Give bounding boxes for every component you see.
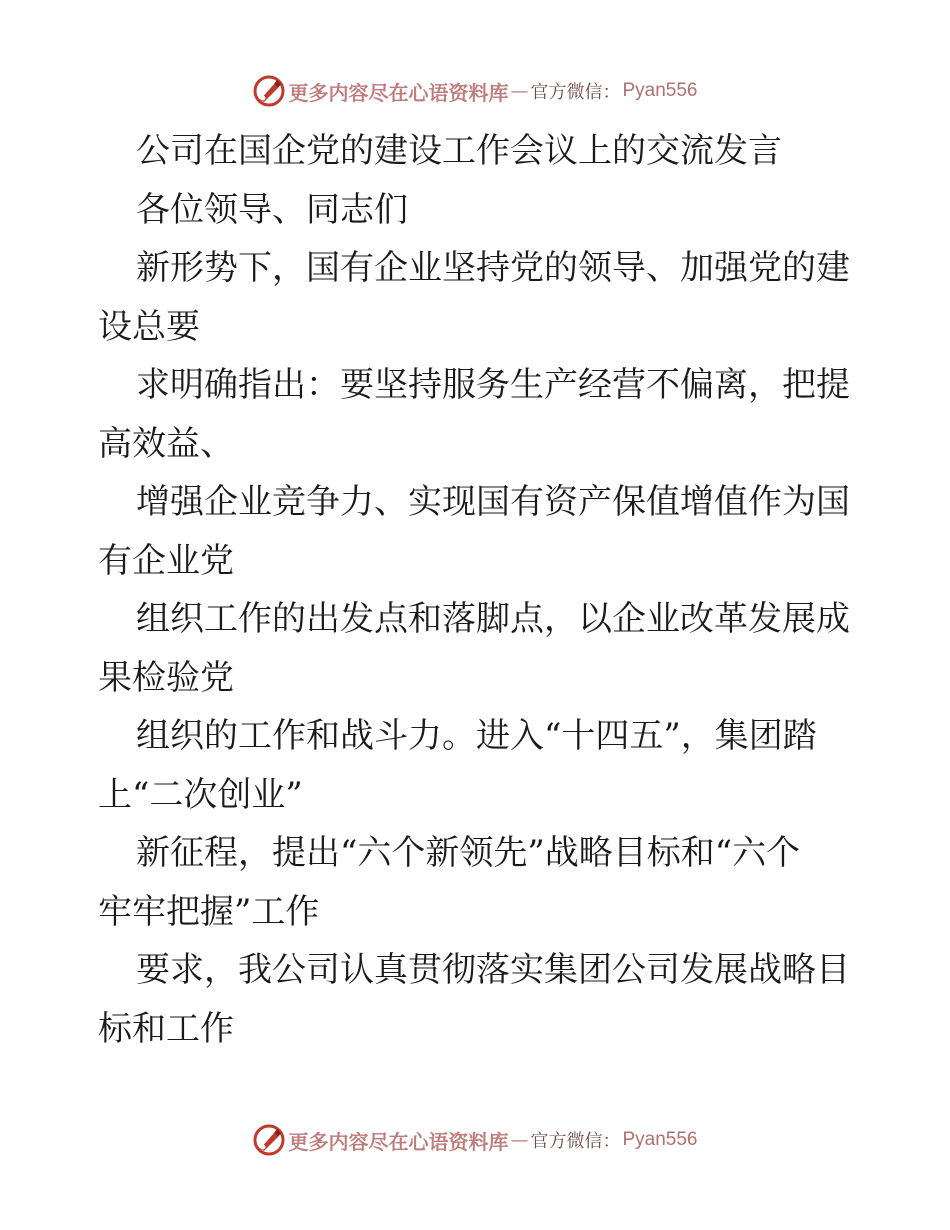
watermark-dash: — bbox=[510, 1129, 529, 1151]
watermark-text: 更多内容尽在心语资料库 bbox=[288, 1129, 509, 1154]
paragraph-line: 公司在国企党的建设工作会议上的交流发言 bbox=[136, 131, 782, 171]
watermark-id: Pyan556 bbox=[622, 80, 698, 101]
watermark-dash: — bbox=[510, 80, 529, 102]
paragraph-line: 增强企业竞争力、实现国有资产保值增值作为国 bbox=[136, 482, 850, 522]
paragraph-line: 牢牢把握”工作 bbox=[98, 891, 320, 932]
paragraph-line: 高效益、 bbox=[98, 423, 234, 464]
document-body bbox=[98, 122, 858, 1058]
paragraph-line: 要求，我公司认真贯彻落实集团公司发展战略目 bbox=[136, 950, 850, 990]
paragraph-line: 有企业党 bbox=[98, 540, 234, 581]
paragraph-line: 标和工作 bbox=[98, 1008, 234, 1049]
footer-watermark bbox=[0, 1120, 950, 1160]
paragraph-line: 各位领导、同志们 bbox=[136, 189, 408, 230]
watermark-label: 官方微信： bbox=[530, 1131, 621, 1152]
watermark-id: Pyan556 bbox=[622, 1129, 698, 1150]
paragraph-line: 组织工作的出发点和落脚点，以企业改革发展成 bbox=[136, 599, 850, 639]
paragraph-line: 求明确指出：要坚持服务生产经营不偏离，把提 bbox=[136, 365, 850, 405]
pen-logo-icon bbox=[252, 1123, 286, 1157]
watermark-label: 官方微信： bbox=[530, 82, 621, 103]
header-watermark bbox=[0, 71, 950, 111]
paragraph-line: 设总要 bbox=[98, 306, 200, 347]
paragraph-line: 新征程，提出“六个新领先”战略目标和“六个 bbox=[136, 833, 801, 873]
watermark-text: 更多内容尽在心语资料库 bbox=[288, 80, 509, 105]
paragraph-line: 新形势下，国有企业坚持党的领导、加强党的建 bbox=[136, 248, 850, 288]
paragraph-line: 上“二次创业” bbox=[98, 774, 303, 815]
paragraph-line: 组织的工作和战斗力。进入“十四五”，集团踏 bbox=[136, 716, 817, 756]
paragraph-line: 果检验党 bbox=[98, 657, 234, 698]
pen-logo-icon bbox=[252, 74, 286, 108]
